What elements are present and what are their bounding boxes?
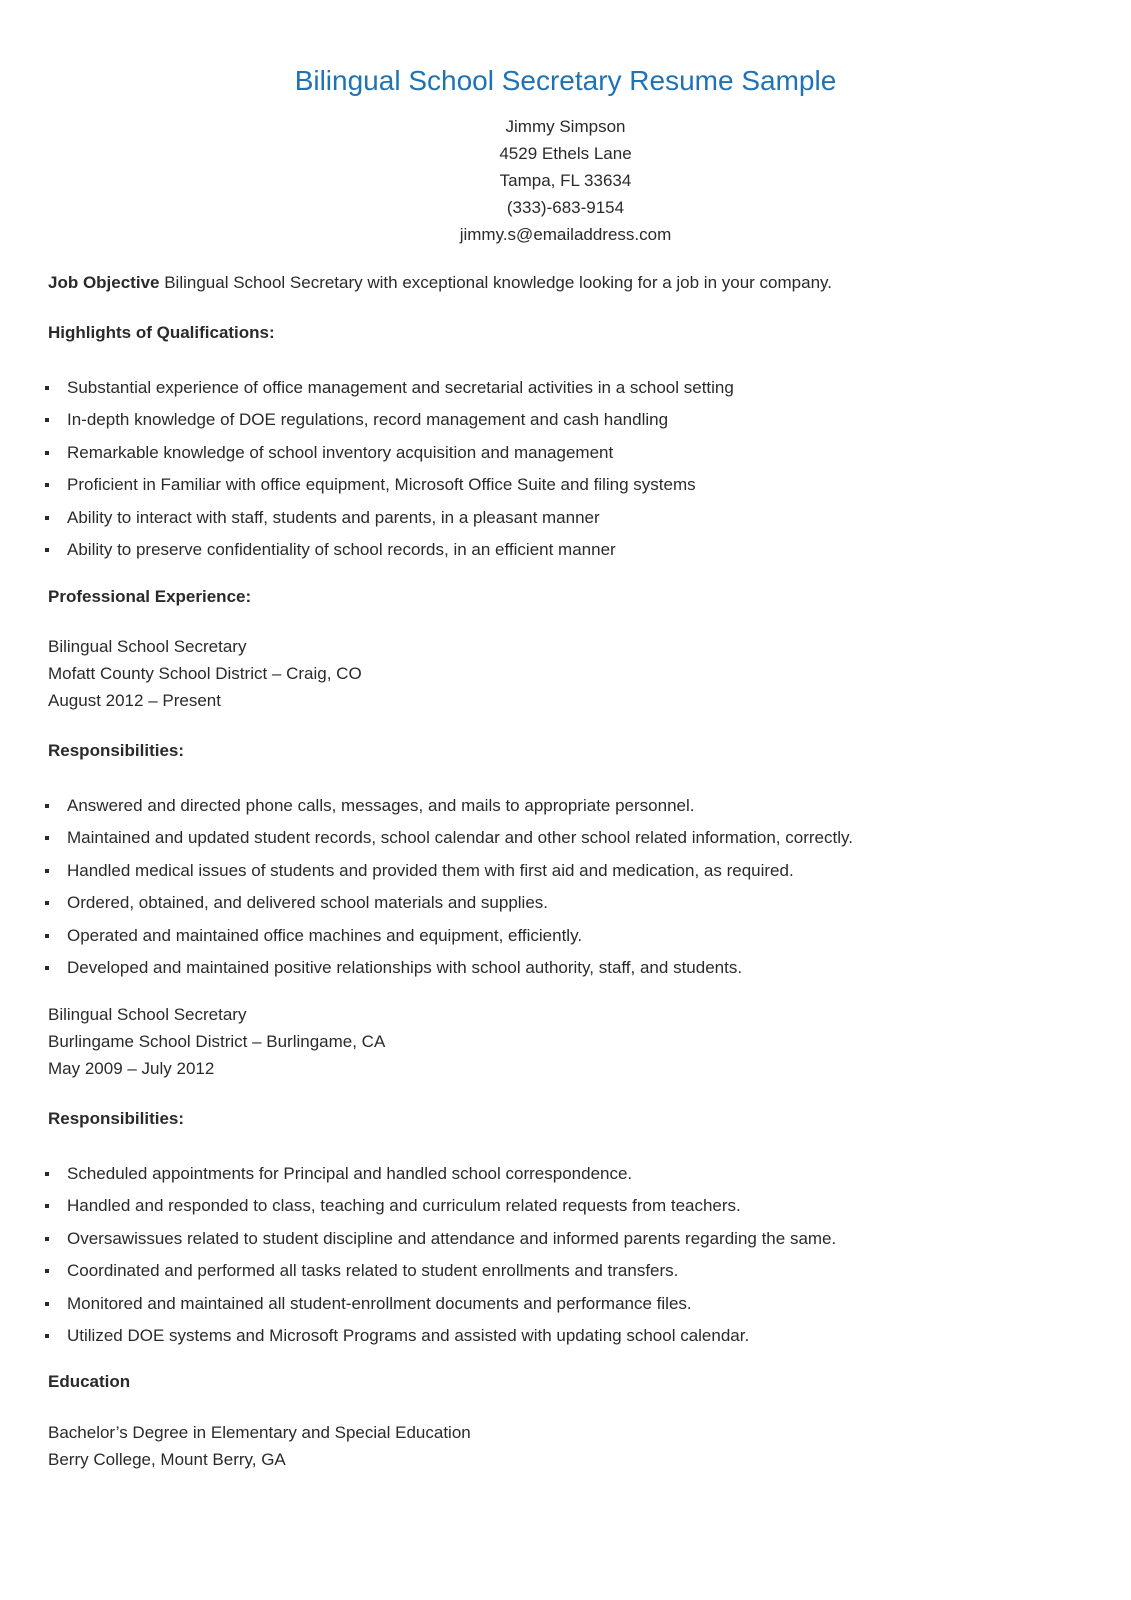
bullet-icon [45, 1302, 49, 1306]
job-2-header [48, 1004, 385, 1085]
job-2-responsibilities-heading: Responsibilities: [48, 1109, 185, 1128]
bullet-icon [45, 869, 49, 873]
list-item: Handled medical issues of students and provided them with first aid and medication, as required. [48, 860, 853, 892]
job-2-title: Bilingual School Secretary [48, 1005, 247, 1024]
job-objective-label: Job Objective [48, 273, 160, 292]
list-item: Monitored and maintained all student-enrollment documents and performance files. [48, 1293, 836, 1325]
education-degree: Bachelor’s Degree in Elementary and Special Education [48, 1423, 471, 1442]
bullet-icon [45, 1237, 49, 1241]
list-item: Utilized DOE systems and Microsoft Programs and assisted with updating school calendar. [48, 1325, 836, 1357]
bullet-icon [45, 451, 49, 455]
contact-email: jimmy.s@emailaddress.com [459, 225, 672, 244]
highlights-heading: Highlights of Qualifications: [48, 323, 275, 342]
contact-block [0, 113, 1131, 248]
bullet-icon [45, 804, 49, 808]
bullet-icon [45, 386, 49, 390]
job-1-responsibilities-list [48, 795, 853, 989]
job-1-employer: Mofatt County School District – Craig, CO [48, 664, 362, 683]
job-1-responsibilities-heading: Responsibilities: [48, 741, 185, 760]
bullet-icon [45, 901, 49, 905]
bullet-icon [45, 1269, 49, 1273]
list-item: Remarkable knowledge of school inventory acquisition and management [48, 442, 734, 474]
bullet-icon [45, 548, 49, 552]
job-2-dates: May 2009 – July 2012 [48, 1059, 215, 1078]
list-item: Ordered, obtained, and delivered school materials and supplies. [48, 892, 853, 924]
list-item: Handled and responded to class, teaching and curriculum related requests from teachers. [48, 1195, 836, 1227]
bullet-icon [45, 836, 49, 840]
experience-heading: Professional Experience: [48, 587, 252, 606]
job-objective [48, 272, 832, 294]
bullet-icon [45, 418, 49, 422]
list-item: Coordinated and performed all tasks related to student enrollments and transfers. [48, 1260, 836, 1292]
list-item: Ability to interact with staff, students and parents, in a pleasant manner [48, 507, 734, 539]
list-item: Operated and maintained office machines and equipment, efficiently. [48, 925, 853, 957]
education-heading: Education [48, 1372, 131, 1391]
list-item: Ability to preserve confidentiality of school records, in an efficient manner [48, 539, 734, 571]
list-item: Answered and directed phone calls, messages, and mails to appropriate personnel. [48, 795, 853, 827]
contact-street: 4529 Ethels Lane [499, 144, 632, 163]
job-2-responsibilities-list [48, 1163, 836, 1357]
job-objective-text: Bilingual School Secretary with exceptional knowledge looking for a job in your company. [159, 273, 832, 292]
job-1-header [48, 636, 362, 717]
highlights-list [48, 377, 734, 571]
list-item: Proficient in Familiar with office equipment, Microsoft Office Suite and filing systems [48, 474, 734, 506]
bullet-icon [45, 934, 49, 938]
list-item: Substantial experience of office management and secretarial activities in a school setting [48, 377, 734, 409]
bullet-icon [45, 483, 49, 487]
bullet-icon [45, 1172, 49, 1176]
list-item: In-depth knowledge of DOE regulations, record management and cash handling [48, 409, 734, 441]
contact-phone: (333)-683-9154 [506, 198, 625, 217]
education-school: Berry College, Mount Berry, GA [48, 1450, 286, 1469]
bullet-icon [45, 1204, 49, 1208]
contact-city: Tampa, FL 33634 [499, 171, 632, 190]
job-1-title: Bilingual School Secretary [48, 637, 247, 656]
bullet-icon [45, 966, 49, 970]
list-item: Developed and maintained positive relationships with school authority, staff, and students. [48, 957, 853, 989]
contact-name: Jimmy Simpson [505, 117, 626, 136]
bullet-icon [45, 516, 49, 520]
page-title: Bilingual School Secretary Resume Sample [294, 65, 837, 96]
bullet-icon [45, 1334, 49, 1338]
job-1-dates: August 2012 – Present [48, 691, 221, 710]
list-item: Oversawissues related to student discipline and attendance and informed parents regarding the same. [48, 1228, 836, 1260]
list-item: Scheduled appointments for Principal and handled school correspondence. [48, 1163, 836, 1195]
education-block [48, 1422, 471, 1476]
list-item: Maintained and updated student records, school calendar and other school related information, correctly. [48, 827, 853, 859]
job-2-employer: Burlingame School District – Burlingame, CA [48, 1032, 386, 1051]
